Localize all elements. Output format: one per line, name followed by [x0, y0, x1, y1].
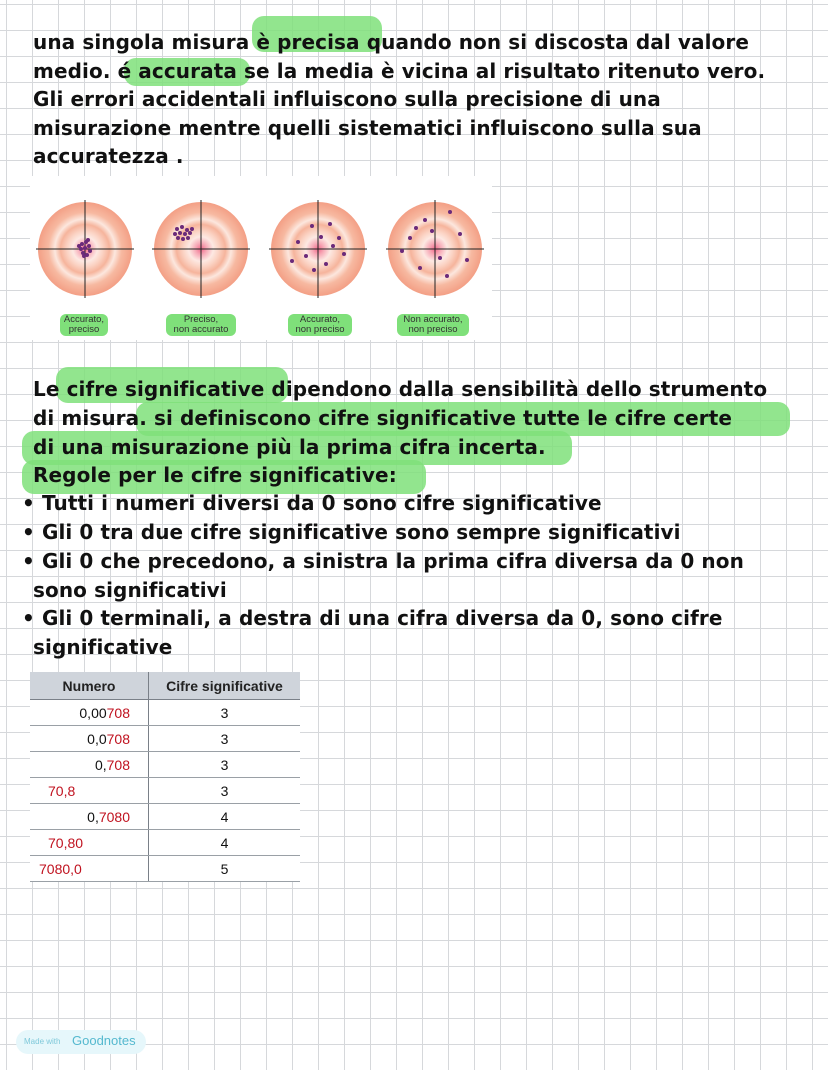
- table-cell-count: 3: [149, 726, 301, 752]
- target-label-1-line-1: Accurato,: [63, 314, 105, 325]
- table-cell-number: [30, 726, 149, 752]
- rule-4-continued: significative: [33, 635, 173, 659]
- paragraph1-line-4: misurazione mentre quelli sistematici influiscono sulla sua: [33, 116, 702, 140]
- table-cell-count: 3: [149, 700, 301, 726]
- paragraph2-line-2: di misura. si definiscono cifre significative tutte le cifre certe: [33, 406, 733, 430]
- table-cell-count: 4: [149, 830, 301, 856]
- target-1: [36, 200, 134, 298]
- rule-4: • Gli 0 terminali, a destra di una cifra diversa da 0, sono cifre: [22, 606, 723, 630]
- number-black-part: 0,: [94, 756, 107, 773]
- target-label-4: [393, 315, 473, 335]
- table-cell-count: 4: [149, 804, 301, 830]
- target-label-1-line-2: preciso: [68, 324, 100, 335]
- table-row: [30, 856, 300, 882]
- header-cifre-significative: Cifre significative: [149, 672, 301, 700]
- rule-1: • Tutti i numeri diversi da 0 sono cifre significative: [22, 491, 602, 515]
- header-numero: Numero: [30, 672, 149, 700]
- number-black-part: 0,: [87, 808, 99, 825]
- paragraph2-line-4: Regole per le cifre significative:: [33, 463, 397, 487]
- target-label-4-line-1: Non accurato,: [403, 314, 463, 325]
- number-red-part: 70,8: [48, 782, 76, 799]
- table-cell-count: 5: [149, 856, 301, 882]
- target-label-4-line-2: non preciso: [408, 324, 458, 335]
- target-2: [152, 200, 250, 298]
- table-cell-number: [30, 856, 149, 882]
- number-red-part: 70,80: [48, 834, 84, 851]
- number-red-part: 7080,0: [39, 860, 82, 877]
- paragraph2-line-1: Le cifre significative dipendono dalla sensibilità dello strumento: [33, 377, 768, 401]
- table-cell-number: [30, 830, 149, 856]
- number-red-part: 708: [106, 730, 130, 747]
- significant-figures-table: [30, 672, 300, 882]
- table-cell-number: [30, 778, 149, 804]
- target-3: [269, 200, 367, 298]
- paragraph1-line-2: medio. é accurata se la media è vicina al risultato ritenuto vero.: [33, 59, 766, 83]
- table-row: [30, 726, 300, 752]
- table-row: [30, 830, 300, 856]
- goodnotes-badge[interactable]: [16, 1030, 146, 1054]
- paragraph1-line-1: una singola misura è precisa quando non si discosta dal valore: [33, 30, 750, 54]
- table-cell-number: [30, 804, 149, 830]
- target-label-2-line-2: non accurato: [173, 324, 229, 335]
- target-4: [386, 200, 484, 298]
- rule-3: • Gli 0 che precedono, a sinistra la prima cifra diversa da 0 non: [22, 549, 744, 573]
- made-with-label: Made with: [24, 1037, 61, 1046]
- rule-2: • Gli 0 tra due cifre significative sono sempre significativi: [22, 520, 681, 544]
- target-label-3-line-1: Accurato,: [299, 314, 341, 325]
- number-black-part: 0,00: [79, 704, 107, 721]
- table-cell-count: 3: [149, 778, 301, 804]
- rule-3-continued: sono significativi: [33, 578, 227, 602]
- table-cell-number: [30, 700, 149, 726]
- target-label-3-line-2: non preciso: [295, 324, 345, 335]
- paragraph2-line-3: di una misurazione più la prima cifra incerta.: [33, 435, 546, 459]
- table-cell-number: [30, 752, 149, 778]
- target-label-2: [161, 315, 241, 335]
- target-label-1: [44, 315, 124, 335]
- number-red-part: 708: [106, 704, 130, 721]
- number-red-part: 7080: [98, 808, 130, 825]
- goodnotes-brand: Goodnotes: [72, 1033, 136, 1048]
- paragraph1-line-5: accuratezza .: [33, 144, 184, 168]
- number-black-part: 0,0: [87, 730, 107, 747]
- table-row: [30, 778, 300, 804]
- target-label-2-line-1: Preciso,: [183, 314, 219, 325]
- table-cell-count: 3: [149, 752, 301, 778]
- paragraph1-line-3: Gli errori accidentali influiscono sulla precisione di una: [33, 87, 661, 111]
- number-red-part: 708: [106, 756, 130, 773]
- table-row: [30, 804, 300, 830]
- target-label-3: [280, 315, 360, 335]
- table-row: [30, 752, 300, 778]
- table-header-row: [30, 672, 300, 700]
- table-row: [30, 700, 300, 726]
